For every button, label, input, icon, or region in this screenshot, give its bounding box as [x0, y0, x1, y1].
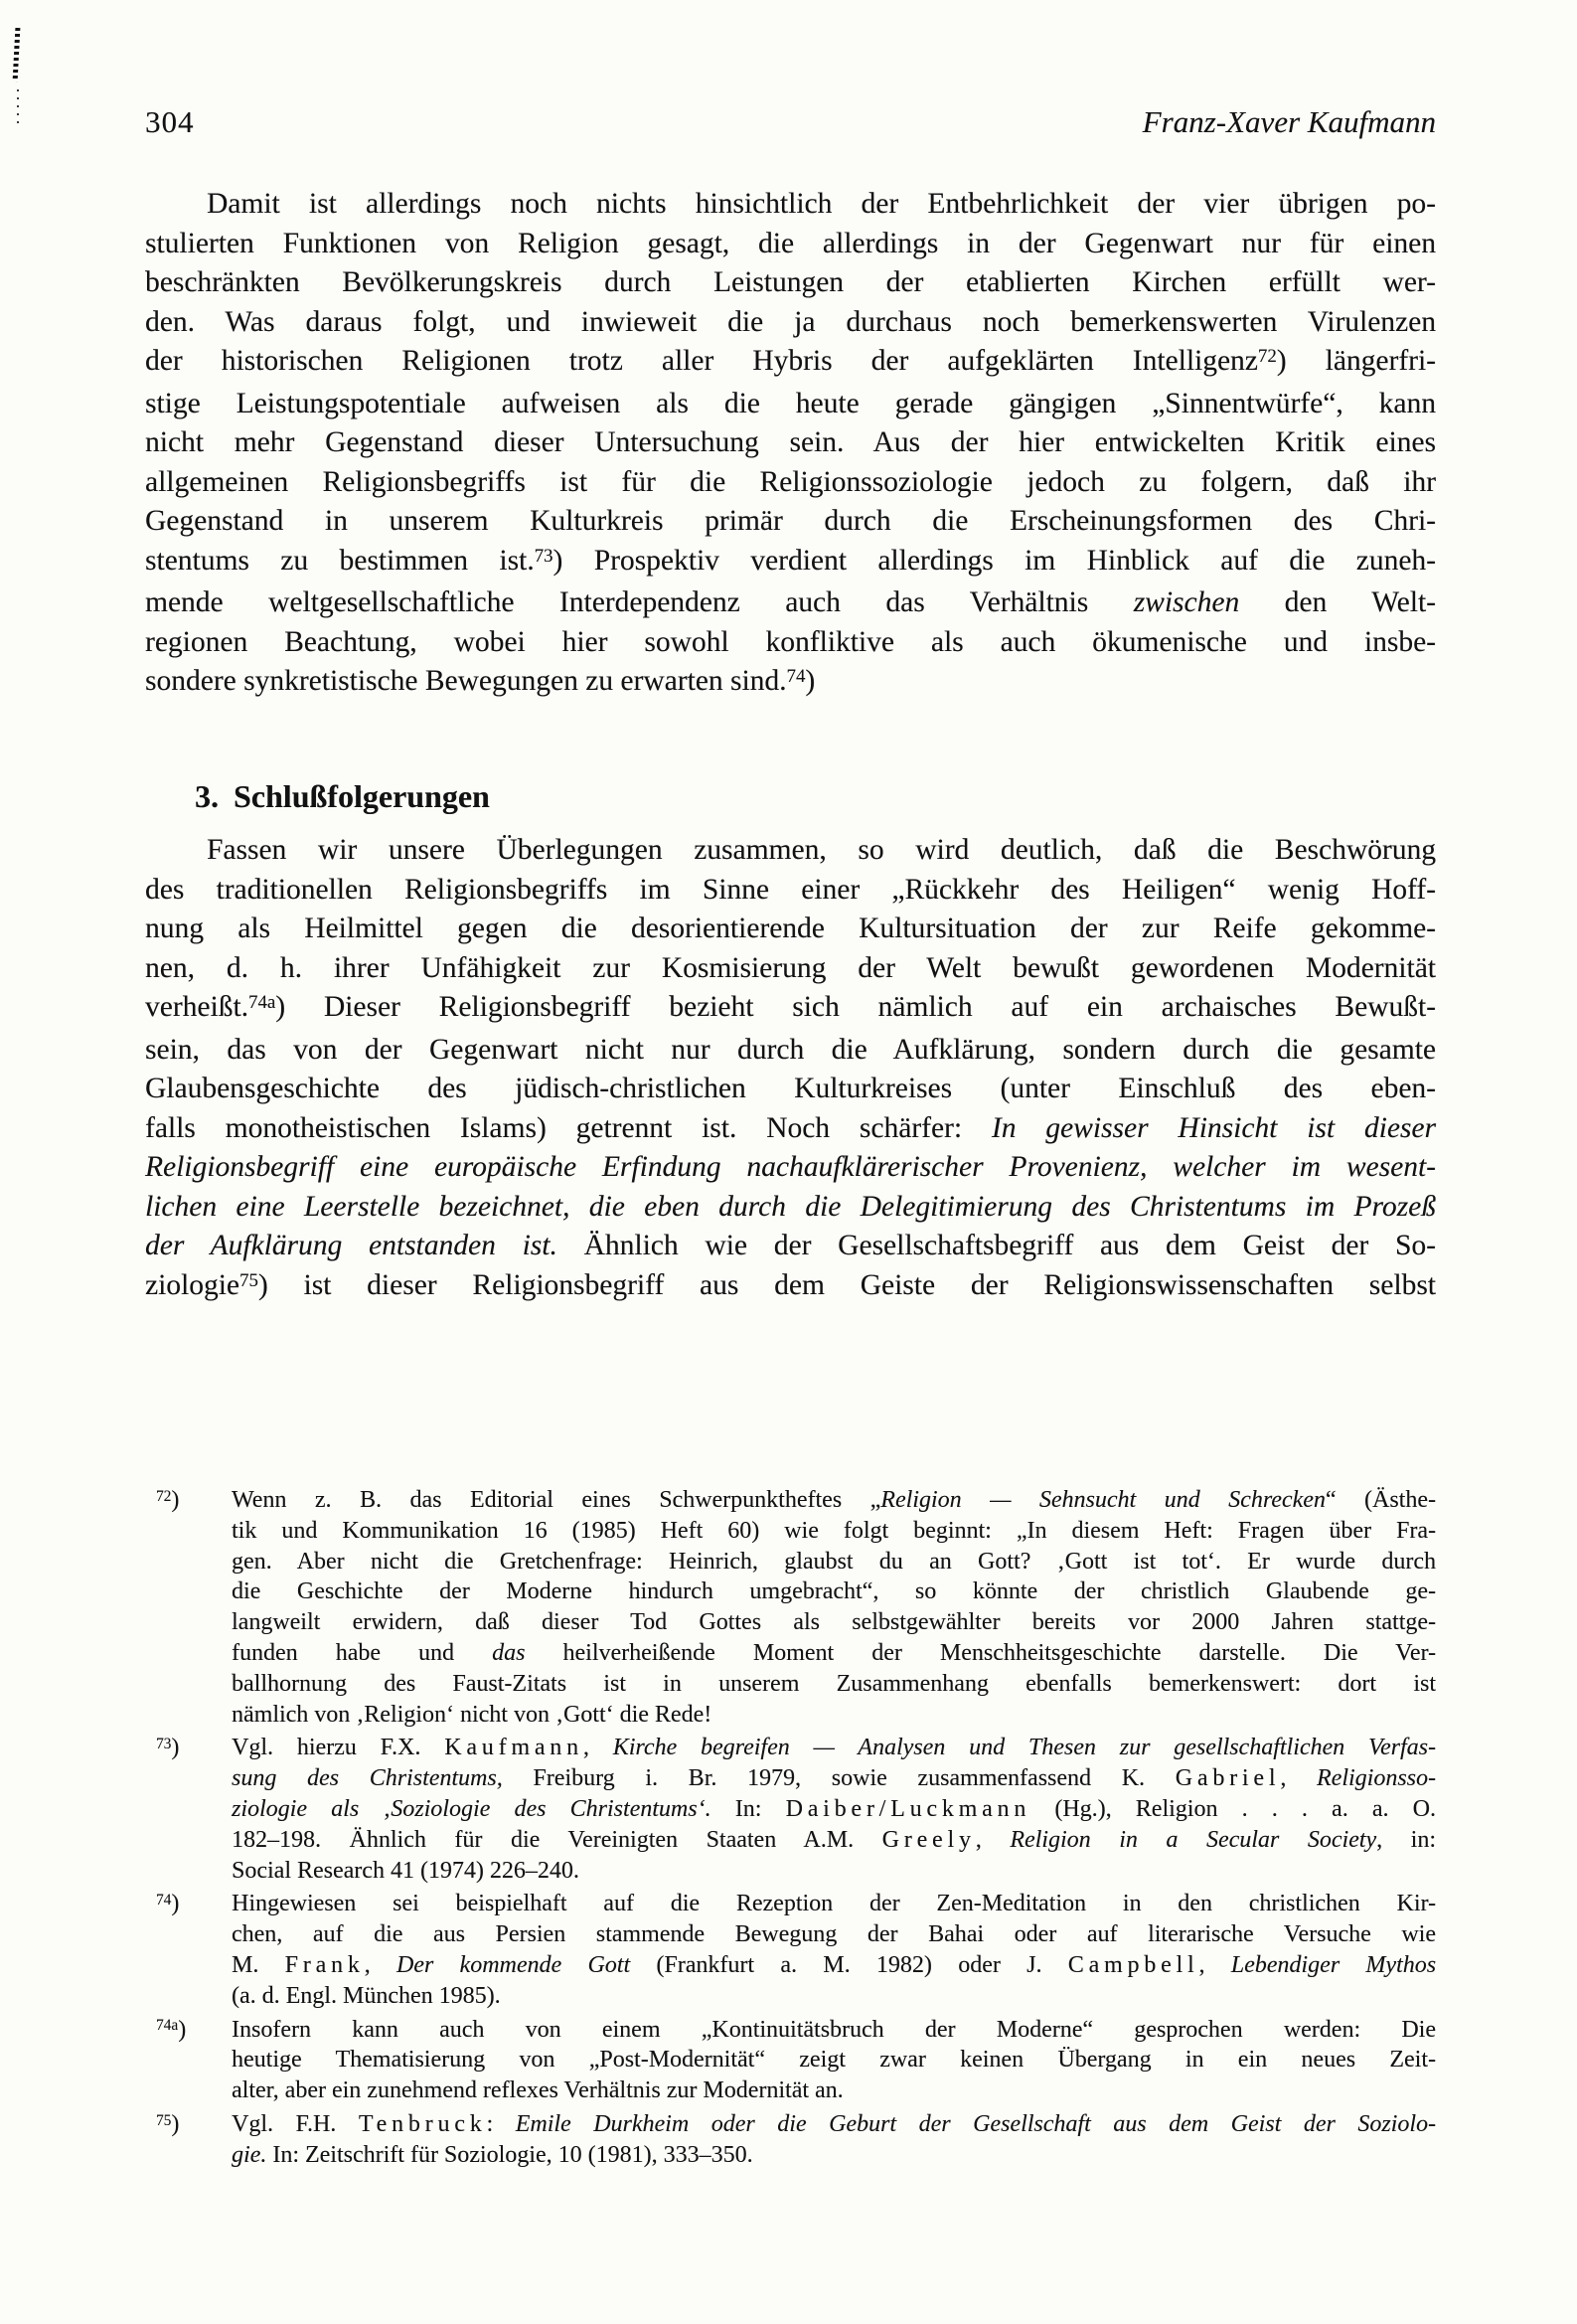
text-run: die Geschichte der Moderne hindurch umgebracht“, so könnte der christlich Glaubende ge-	[232, 1578, 1436, 1605]
text-run: ,	[1198, 1951, 1231, 1978]
text-line	[145, 1266, 1436, 1309]
text-run: nicht mehr Gegenstand dieser Untersuchung sein. Aus der hier entwickelten Kritik eines	[145, 426, 1436, 458]
text-line	[232, 2109, 1436, 2140]
text-run: Religion in a Secular Society	[1010, 1826, 1377, 1853]
text-line	[145, 871, 1436, 911]
text-run: ,	[975, 1826, 1011, 1853]
text-run: nen, d. h. ihrer Unfähigkeit zur Kosmisierung der Welt bewußt gewordenen Modernität	[145, 951, 1436, 984]
text-run: heilverheißende Moment der Menschheitsgeschichte darstelle. Die Ver-	[525, 1639, 1436, 1666]
text-run: Religionsbegriff eine europäische Erfindung nachaufklärerischer Provenienz, welcher im wesent-	[145, 1151, 1436, 1183]
section-heading	[195, 776, 490, 816]
text-run: stentums zu bestimmen ist.	[145, 544, 535, 577]
text-line	[145, 1070, 1436, 1109]
text-line	[145, 502, 1436, 542]
text-run: Social Research 41 (1974) 226–240.	[232, 1857, 579, 1884]
text-run: 73	[534, 545, 553, 567]
body-paragraph-1	[145, 185, 1436, 705]
text-line	[232, 1919, 1436, 1950]
text-run: sein, das von der Gegenwart nicht nur durch die Aufklärung, sondern durch die gesamte	[145, 1033, 1436, 1066]
text-run: Damit ist allerdings noch nichts hinsichtlich der Entbehrlichkeit der vier übrigen po-	[207, 188, 1436, 220]
text-run: stige Leistungspotentiale aufweisen als die heute gerade gängigen „Sinnentwürfe“, kann	[145, 387, 1436, 419]
text-run: ) längerfri-	[1276, 345, 1436, 377]
text-run: 73	[156, 1735, 172, 1752]
text-run: gie.	[232, 2141, 267, 2168]
text-run: )	[171, 1735, 180, 1761]
text-line	[232, 1638, 1436, 1669]
text-run: 74	[786, 666, 806, 688]
text-run: 72	[1257, 346, 1277, 368]
text-run: Glaubensgeschichte des jüdisch-christlichen Kulturkreises (unter Einschluß des eben-	[145, 1073, 1436, 1104]
text-line	[232, 1733, 1436, 1763]
footnote-text-72	[232, 1485, 1436, 1730]
text-run: Der kommende Gott	[395, 1951, 631, 1978]
text-run: In:	[710, 1795, 786, 1822]
footnote-marker-72	[156, 1485, 179, 1519]
text-run: den Welt-	[1239, 586, 1436, 618]
text-run: lichen eine Leerstelle bezeichnet, die eben durch die Delegitimierung des Christentums im Prozeß	[145, 1190, 1436, 1223]
text-line	[145, 185, 1436, 225]
body-paragraph-2	[145, 831, 1436, 1308]
text-run: 182–198. Ähnlich für die Vereinigten Staaten A.M.	[232, 1826, 882, 1853]
text-run: Insofern kann auch von einem „Kontinuitätsbruch der Moderne“ gesprochen werden: Die	[232, 2016, 1436, 2043]
text-run: Ähnlich wie der Gesellschaftsbegriff aus dem Geist der So-	[556, 1230, 1436, 1261]
page-number: 304	[145, 104, 195, 139]
text-run: der Aufklärung entstanden ist.	[145, 1230, 557, 1261]
text-run: verheißt.	[145, 991, 249, 1023]
footnote-marker-75	[156, 2109, 179, 2143]
text-run: Wenn z. B. das Editorial eines Schwerpunktheftes „	[232, 1487, 881, 1513]
text-line	[232, 1825, 1436, 1856]
text-line	[145, 949, 1436, 989]
text-line	[145, 1227, 1436, 1266]
text-run: mende weltgesellschaftliche Interdependenz auch das Verhältnis	[145, 586, 1134, 618]
text-line	[232, 1856, 1436, 1887]
text-run: langweilt erwidern, daß dieser Tod Gottes als selbstgewählter bereits vor 2000 Jahren stattge-	[232, 1609, 1436, 1636]
footnote-text-74	[232, 1889, 1436, 2011]
text-line	[232, 1607, 1436, 1638]
text-run: Tenbruck	[358, 2110, 487, 2137]
text-line	[232, 1950, 1436, 1981]
text-line	[145, 385, 1436, 424]
text-run: tik und Kommunikation 16 (1985) Heft 60) wie folgt beginnt: „In diesem Heft: Fragen über Fra-	[232, 1517, 1436, 1544]
text-run: des traditionellen Religionsbegriffs im Sinne einer „Rückkehr des Heiligen“ wenig Hoff-	[145, 873, 1436, 906]
text-run: nung als Heilmittel gegen die desorientierende Kultursituation der zur Reife gekomme-	[145, 913, 1436, 944]
text-line	[232, 1577, 1436, 1607]
text-run: Greely	[881, 1826, 976, 1853]
text-run: ballhornung des Faust-Zitats ist in unserem Zusammenhang ebenfalls bemerkenswert: dort ist	[232, 1670, 1436, 1697]
text-line	[145, 1109, 1436, 1149]
text-line	[232, 1485, 1436, 1516]
text-run: das	[492, 1639, 526, 1666]
footnotes-section	[145, 1485, 1436, 2174]
text-run: 75	[239, 1269, 258, 1291]
text-line	[232, 1889, 1436, 1919]
text-run: ziologie als ‚Soziologie des Christentums‘.	[232, 1795, 711, 1822]
text-line	[232, 1669, 1436, 1700]
text-run: nämlich von ‚Religion‘ nicht von ‚Gott‘ die Rede!	[232, 1701, 712, 1728]
text-run: (Hg.), Religion . . . a. a. O.	[1030, 1795, 1436, 1822]
text-line	[145, 583, 1436, 623]
text-line	[145, 303, 1436, 343]
text-run: )	[171, 1891, 180, 1917]
text-run: )	[805, 665, 816, 697]
text-line	[232, 1547, 1436, 1577]
text-run: falls monotheistischen Islams) getrennt ist. Noch schärfer:	[145, 1111, 992, 1144]
text-run: , in:	[1376, 1826, 1437, 1853]
text-line	[145, 263, 1436, 303]
text-line	[232, 2075, 1436, 2106]
footnote-text-74a	[232, 2015, 1436, 2106]
text-line	[232, 1794, 1436, 1825]
text-run: der historischen Religionen trotz aller Hybris der aufgeklärten Intelligenz	[145, 345, 1258, 377]
text-run: Gegenstand in unserem Kulturkreis primär durch die Erscheinungsformen des Chri-	[145, 505, 1436, 537]
text-line	[145, 1148, 1436, 1188]
text-line	[232, 1516, 1436, 1547]
text-run: Lebendiger Mythos	[1230, 1951, 1437, 1978]
section-title: Schlußfolgerungen	[234, 778, 490, 814]
text-run: Emile Durkheim oder die Geburt der Gesellschaft aus dem Geist der Soziolo-	[515, 2110, 1436, 2137]
text-line	[145, 423, 1436, 463]
text-run: sung des Christentums,	[232, 1765, 503, 1792]
text-run: ) ist dieser Religionsbegriff aus dem Geiste der Religionswissenschaften selbst	[257, 1268, 1436, 1301]
text-run: gen. Aber nicht die Gretchenfrage: Heinrich, glaubst du an Gott? ‚Gott ist tot‘. Er wurde durch	[232, 1548, 1436, 1575]
text-run: ,	[364, 1951, 396, 1978]
text-run: (Frankfurt a. M. 1982) oder J.	[630, 1951, 1068, 1978]
text-run: In: Zeitschrift für Soziologie, 10 (1981), 333–350.	[266, 2141, 753, 2168]
text-run: regionen Beachtung, wobei hier sowohl konfliktive als auch ökumenische und insbe-	[145, 625, 1436, 658]
footnote-73	[145, 1733, 1436, 1886]
footnote-text-73	[232, 1733, 1436, 1886]
text-line	[232, 2140, 1436, 2171]
text-run: :	[486, 2110, 516, 2137]
text-run: M.	[232, 1951, 285, 1978]
text-line	[232, 2045, 1436, 2075]
text-run: 72	[156, 1487, 172, 1505]
text-run: Religionsso-	[1317, 1765, 1436, 1792]
scan-artifact-marginalia	[10, 28, 26, 127]
text-run: )	[178, 2016, 187, 2043]
text-run: Hingewiesen sei beispielhaft auf die Rezeption der Zen-Meditation in den christlichen Kir-	[232, 1891, 1436, 1917]
text-run: den. Was daraus folgt, und inwieweit die ja durchaus noch bemerkenswerten Virulenzen	[145, 305, 1436, 338]
text-run: Campbell	[1067, 1951, 1199, 1978]
text-run: ) Dieser Religionsbegriff bezieht sich nämlich auf ein archaisches Bewußt-	[275, 991, 1436, 1023]
running-header: Franz-Xaver Kaufmann	[1142, 104, 1436, 139]
text-run: Daiber/Luckmann	[785, 1795, 1031, 1822]
text-run: Frank	[284, 1951, 365, 1978]
text-run: alter, aber ein zunehmend reflexes Verhältnis zur Modernität an.	[232, 2077, 844, 2104]
text-run: Freiburg i. Br. 1979, sowie zusammenfassend K.	[502, 1765, 1176, 1792]
text-run: ) Prospektiv verdient allerdings im Hinblick auf die zuneh-	[552, 544, 1436, 577]
text-run: Vgl. hierzu F.X.	[232, 1735, 445, 1761]
text-run: sondere synkretistische Bewegungen zu erwarten sind.	[145, 665, 787, 697]
text-run: )	[171, 2110, 180, 2137]
text-run: ,	[582, 1735, 613, 1761]
text-run: stulierten Funktionen von Religion gesagt, die allerdings in der Gegenwart nur für einen	[145, 227, 1436, 259]
text-line	[145, 463, 1436, 503]
text-line	[145, 623, 1436, 663]
text-run: In gewisser Hinsicht ist dieser	[991, 1111, 1436, 1144]
text-run: Gabriel	[1175, 1765, 1281, 1792]
text-line	[145, 342, 1436, 385]
text-run: Religion — Sehnsucht und Schrecken	[880, 1487, 1326, 1513]
footnote-text-75	[232, 2109, 1436, 2171]
footnote-marker-74	[156, 1889, 179, 1922]
footnote-75	[145, 2109, 1436, 2171]
text-run: zwischen	[1133, 586, 1240, 618]
text-run: Kirche begreifen — Analysen und Thesen zur gesellschaftlichen Verfas-	[612, 1735, 1436, 1761]
text-line	[145, 1031, 1436, 1071]
text-run: chen, auf die aus Persien stammende Bewegung der Bahai oder auf literarische Versuche wie	[232, 1921, 1436, 1948]
text-line	[232, 1763, 1436, 1794]
text-run: “ (Ästhe-	[1325, 1487, 1436, 1513]
text-line	[145, 542, 1436, 584]
footnote-marker-73	[156, 1733, 179, 1766]
text-line	[145, 662, 1436, 705]
text-run: heutige Thematisierung von „Post-Modernität“ zeigt zwar keinen Übergang in ein neues Zeit-	[232, 2047, 1436, 2074]
text-run: 74a	[156, 2017, 179, 2035]
text-run: funden habe und	[232, 1639, 493, 1666]
text-run: ziologie	[145, 1268, 240, 1301]
text-line	[145, 1188, 1436, 1228]
text-run: Kaufmann	[444, 1735, 583, 1761]
text-run: Fassen wir unsere Überlegungen zusammen, so wird deutlich, daß die Beschwörung	[207, 834, 1436, 866]
text-line	[145, 988, 1436, 1031]
text-line	[145, 225, 1436, 264]
text-run: (a. d. Engl. München 1985).	[232, 1982, 501, 2009]
text-run: )	[171, 1487, 180, 1513]
text-run: Vgl. F.H.	[232, 2110, 359, 2137]
text-line	[145, 910, 1436, 949]
footnote-74	[145, 1889, 1436, 2011]
text-line	[232, 1981, 1436, 2012]
text-line	[145, 831, 1436, 871]
page-header	[145, 103, 1436, 141]
text-run: beschränkten Bevölkerungskreis durch Leistungen der etablierten Kirchen erfüllt wer-	[145, 266, 1436, 298]
footnote-72	[145, 1485, 1436, 1730]
text-run: 74a	[248, 992, 276, 1014]
footnote-marker-74a	[156, 2015, 186, 2049]
text-run: ,	[1280, 1765, 1317, 1792]
text-line	[232, 1700, 1436, 1731]
section-number: 3.	[195, 778, 219, 814]
text-run: 75	[156, 2111, 172, 2129]
text-run: 74	[156, 1891, 172, 1909]
text-run: allgemeinen Religionsbegriffs ist für die Religionssoziologie jedoch zu folgern, daß ihr	[145, 465, 1436, 498]
text-line	[232, 2015, 1436, 2046]
footnote-74a	[145, 2015, 1436, 2106]
